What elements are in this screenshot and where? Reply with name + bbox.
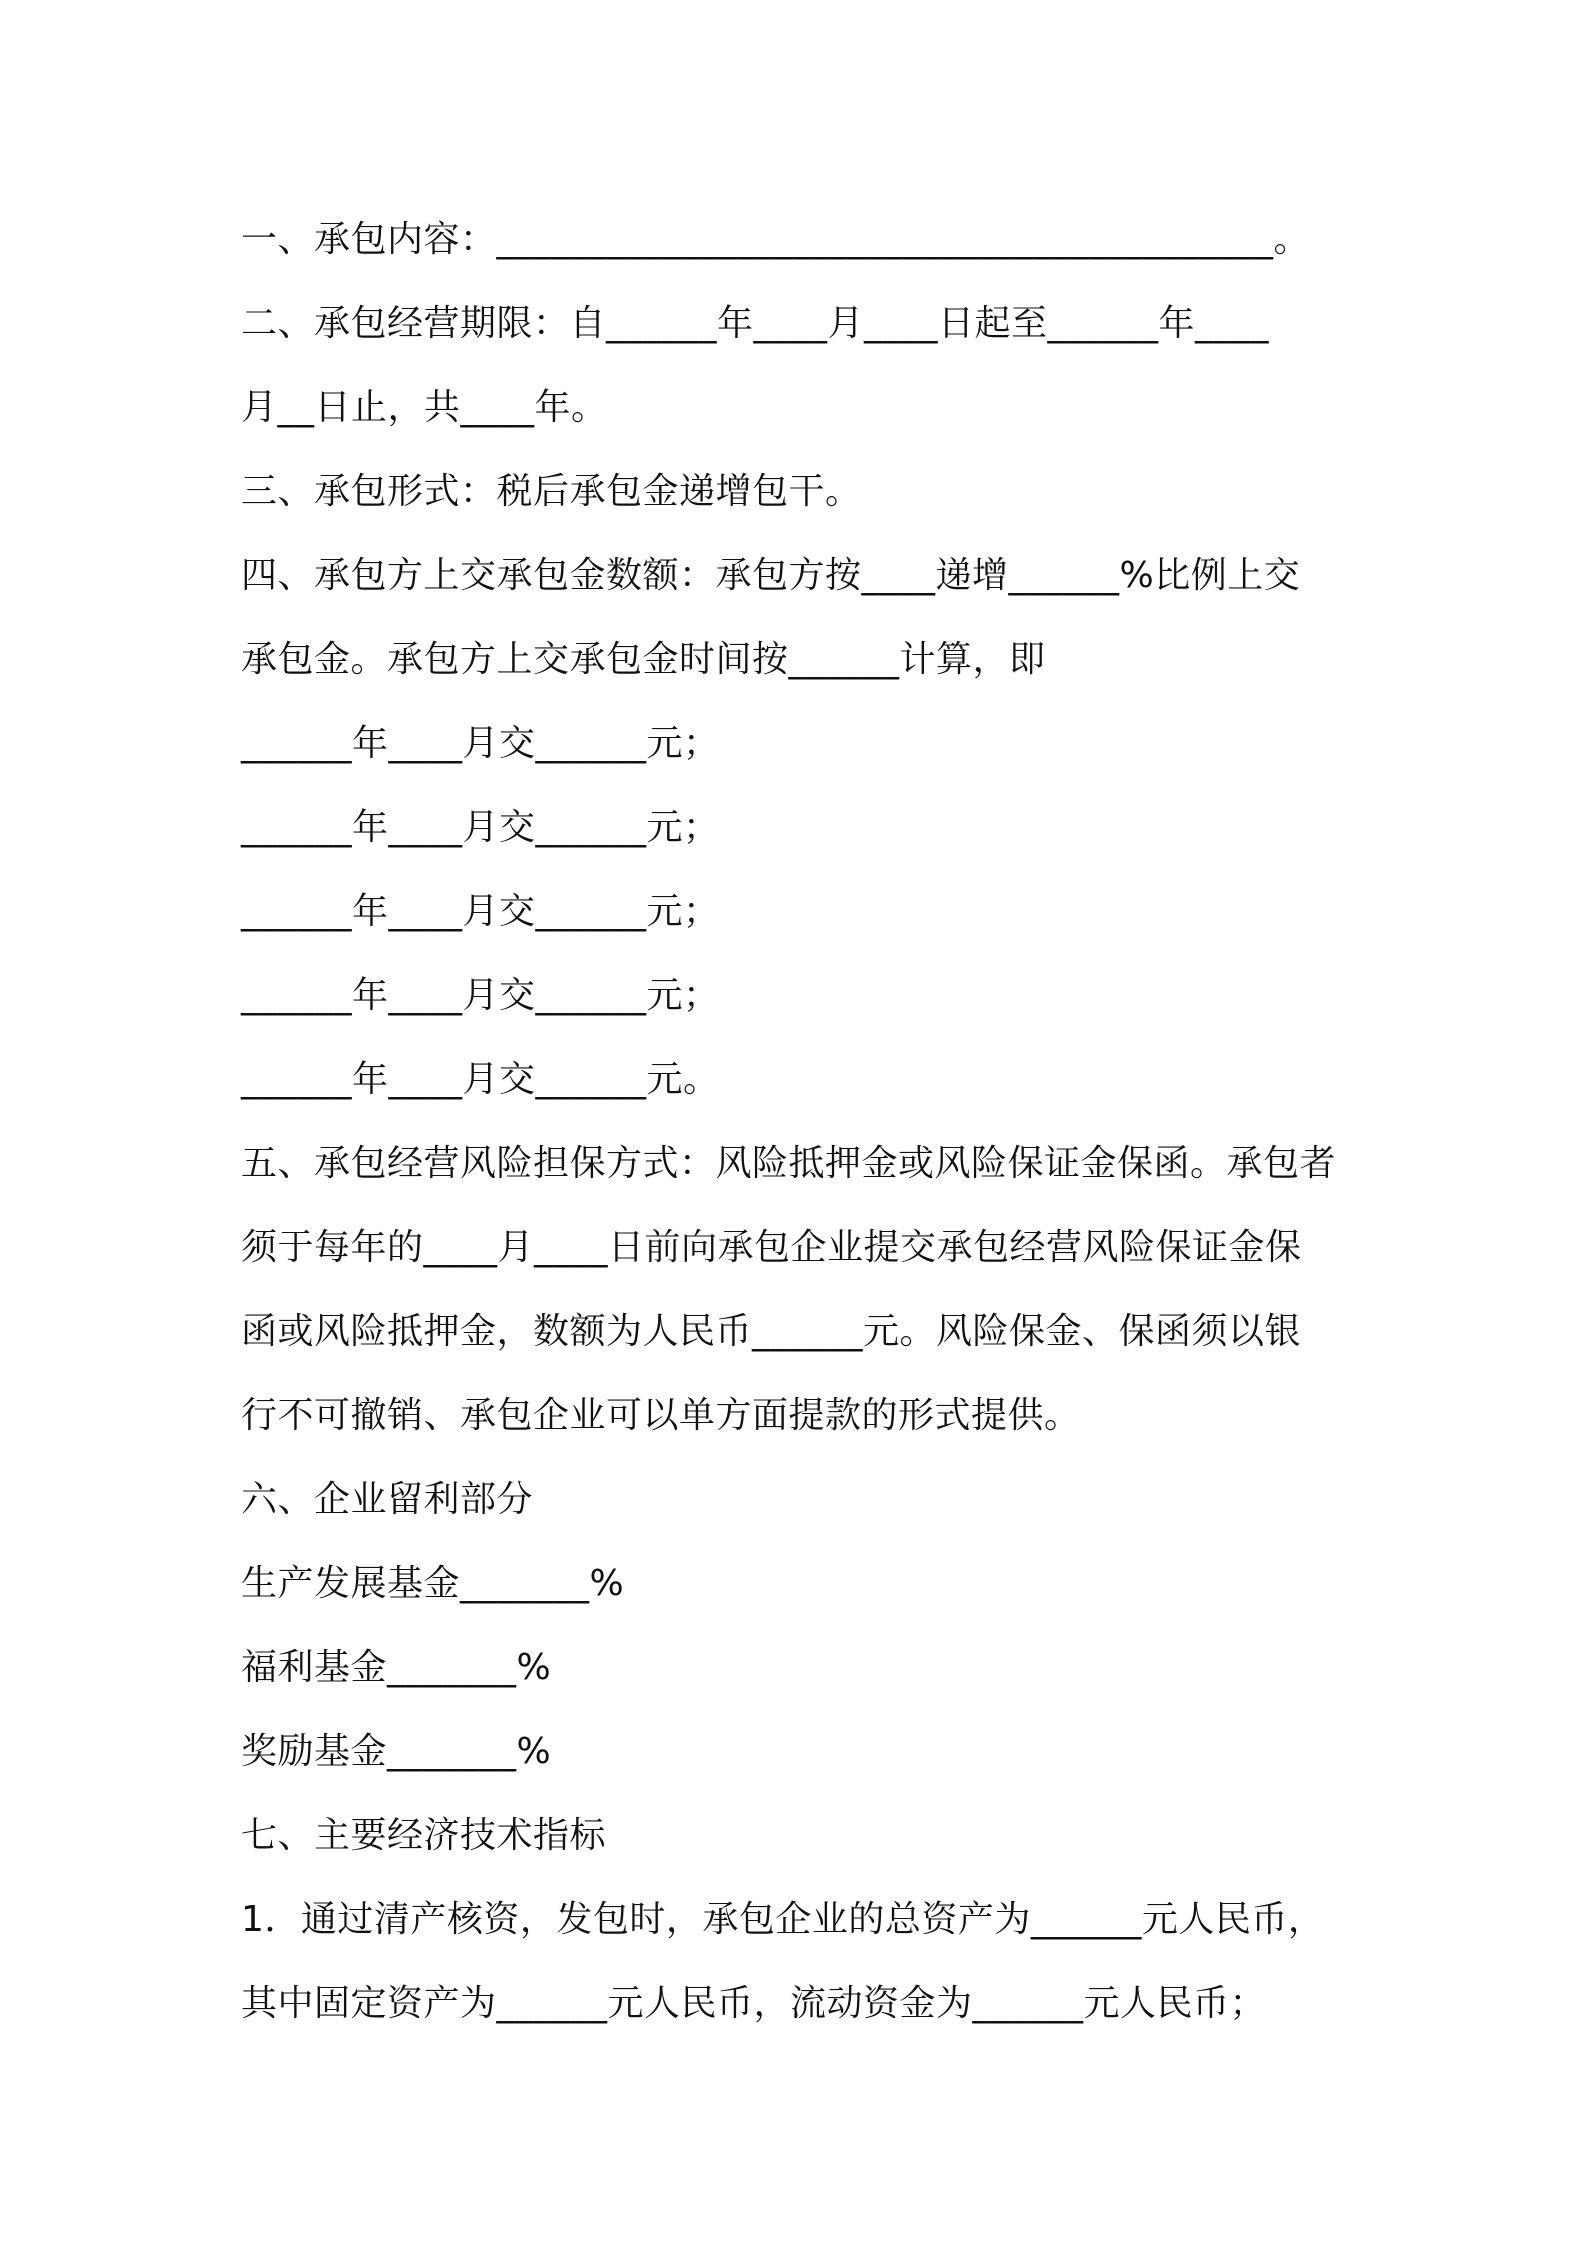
indicator-1-assets-continued: 其中固定资产为______元人民币，流动资金为______元人民币；	[241, 1983, 1267, 2024]
clause-3-contract-form: 三、承包形式：税后承包金递增包干。	[241, 471, 862, 512]
clause-7-economic-indicators: 七、主要经济技术指标	[241, 1815, 607, 1856]
payment-schedule-row: ______年____月交______元；	[241, 891, 720, 932]
clause-4-payment-amount: 四、承包方上交承包金数额：承包方按____递增______%比例上交	[241, 555, 1301, 596]
clause-5-risk-guarantee-continued: 须于每年的____月____日前向承包企业提交承包经营风险保证金保	[241, 1227, 1302, 1268]
indicator-1-assets: 1．通过清产核资，发包时，承包企业的总资产为______元人民币，	[241, 1899, 1325, 1940]
clause-5-risk-guarantee-continued: 函或风险抵押金，数额为人民币______元。风险保金、保函须以银	[241, 1311, 1302, 1352]
clause-5-risk-guarantee-continued: 行不可撤销、承包企业可以单方面提款的形式提供。	[241, 1395, 1081, 1436]
payment-schedule-row: ______年____月交______元；	[241, 975, 720, 1016]
production-development-fund: 生产发展基金_______%	[241, 1563, 625, 1604]
clause-6-retained-profit: 六、企业留利部分	[241, 1479, 534, 1520]
clause-2-term: 二、承包经营期限：自______年____月____日起至______年____	[241, 303, 1270, 344]
payment-schedule-row: ______年____月交______元；	[241, 807, 720, 848]
document-body	[241, 198, 1361, 2046]
welfare-fund: 福利基金_______%	[241, 1647, 552, 1688]
payment-schedule-row: ______年____月交______元。	[241, 1059, 720, 1100]
clause-4-payment-schedule: 承包金。承包方上交承包金时间按______计算，即	[241, 639, 1046, 680]
clause-1-contract-content: 一、承包内容：__________________________________________。	[241, 219, 1311, 260]
clause-5-risk-guarantee: 五、承包经营风险担保方式：风险抵押金或风险保证金保函。承包者	[241, 1143, 1337, 1184]
bonus-fund: 奖励基金_______%	[241, 1731, 552, 1772]
payment-schedule-row: ______年____月交______元；	[241, 723, 720, 764]
clause-2-term-continued: 月__日止，共____年。	[241, 387, 608, 428]
